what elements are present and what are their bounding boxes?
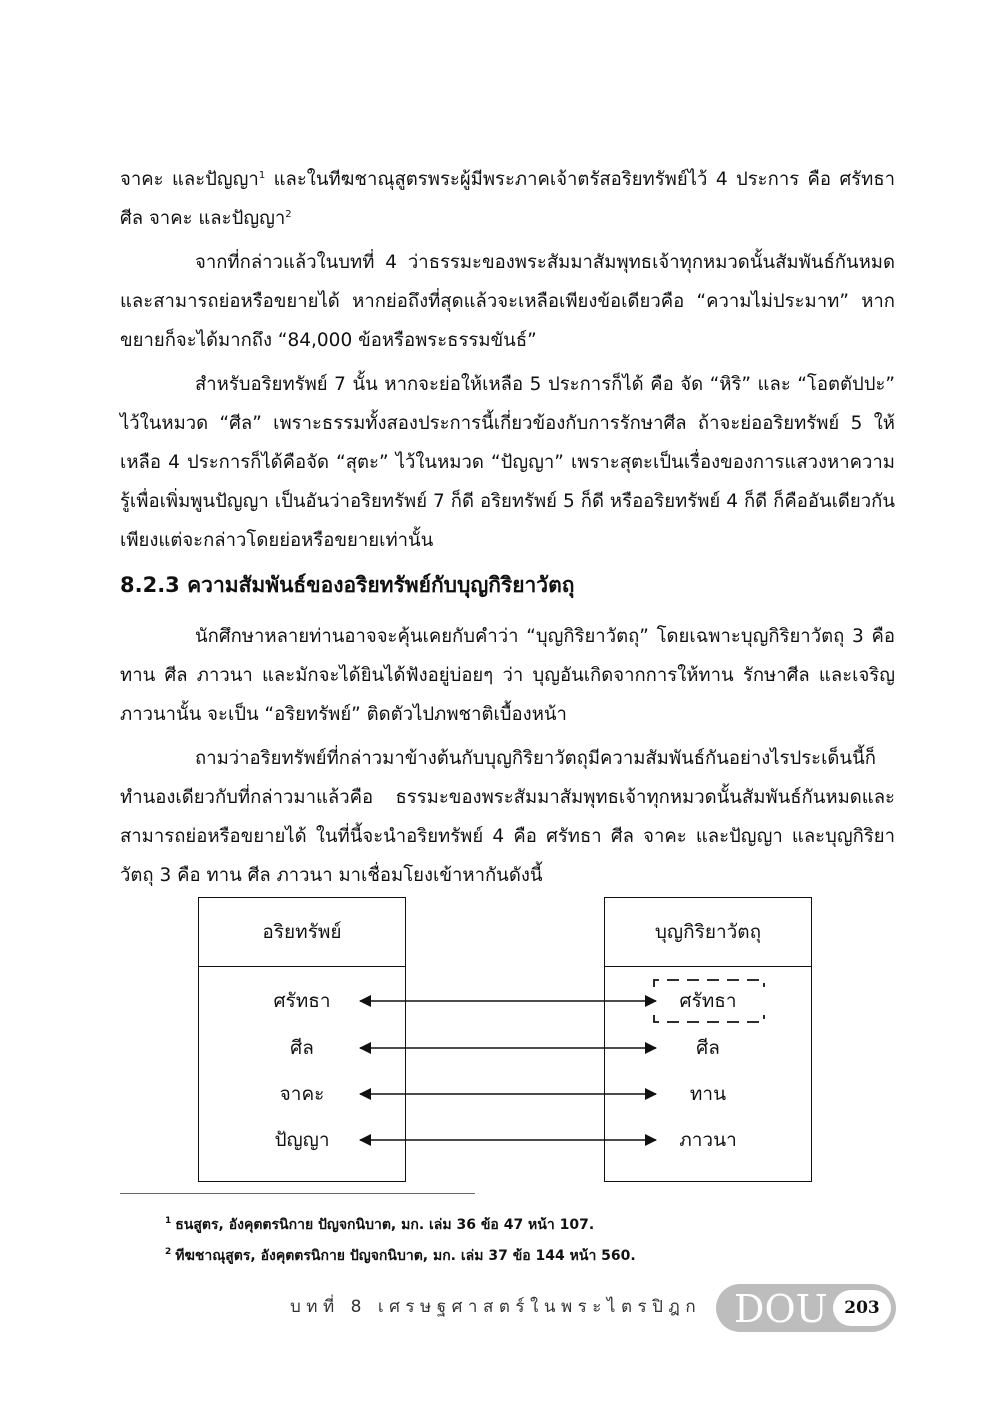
running-title: บทที่ 8 เศรษฐศาสตร์ในพระไตรปิฎก — [290, 1297, 702, 1317]
footnote-1-text: ธนสูตร, อังคุตตรนิกาย ปัญจกนิบาต, มก. เล่ม 36 ข้อ 47 หน้า 107. — [175, 1217, 595, 1233]
footnote-ref-1[interactable]: 1 — [258, 169, 266, 181]
footnote-2-number: 2 — [165, 1247, 172, 1258]
right-item-4: ภาวนา — [679, 1129, 737, 1151]
paragraph-5: ถามว่าอริยทรัพย์ที่กล่าวมาข้างต้นกับบุญกิริยาวัตถุมีความสัมพันธ์กันอย่างไรประเด็นนี้ก็ทำนองเดียวกับที่กล่าวมาแล้วคือ ธรรมะของพระสัมมาสัมพุทธเจ้าทุกหมวดนั้นสัมพันธ์กันหมดและสามารถย่อหรือขยายได้ ในที่นี้จะนำอริยทรัพย์ 4 คือ ศรัทธา ศีล จาคะ และปัญญา และบุญกิริยาวัตถุ 3 คือ ทาน ศีล ภาวนา มาเชื่อมโยงเข้าหากันดังนี้ — [120, 748, 895, 886]
relationship-diagram — [198, 897, 896, 1182]
footnote-1 — [165, 1214, 594, 1236]
right-item-1: ศรัทธา — [679, 990, 737, 1012]
page-number: 203 — [833, 1290, 891, 1326]
dou-logo: DOU — [734, 1287, 828, 1331]
footnote-2 — [165, 1245, 636, 1267]
paragraph-4: นักศึกษาหลายท่านอาจจะคุ้นเคยกับคำว่า “บุญกิริยาวัตถุ” โดยเฉพาะบุญกิริยาวัตถุ 3 คือ ทาน ศีล ภาวนา และมักจะได้ยินได้ฟังอยู่บ่อยๆ ว่า บุญอันเกิดจากการให้ทาน รักษาศีล และเจริญภาวนานั้น จะเป็น “อริยทรัพย์” ติดตัวไปภพชาติเบื้องหน้า — [120, 626, 895, 725]
paragraph-3: สำหรับอริยทรัพย์ 7 นั้น หากจะย่อให้เหลือ 5 ประการก็ได้ คือ จัด “หิริ” และ “โอตตัปปะ” ไว้ในหมวด “ศีล” เพราะธรรมทั้งสองประการนี้เกี่ยวข้องกับการรักษาศีล ถ้าจะย่ออริยทรัพย์ 5 ให้เหลือ 4 ประการก็ได้คือจัด “สุตะ” ไว้ในหมวด “ปัญญา” เพราะสุตะเป็นเรื่องของการแสวงหาความรู้เพื่อเพิ่มพูนปัญญา เป็นอันว่าอริยทรัพย์ 7 ก็ดี อริยทรัพย์ 5 ก็ดี หรืออริยทรัพย์ 4 ก็ดี ก็คืออันเดียวกันเพียงแต่จะกล่าวโดยย่อหรือขยายเท่านั้น — [120, 374, 895, 551]
right-box-title: บุญกิริยาวัตถุ — [605, 898, 811, 967]
footnote-divider — [120, 1193, 475, 1194]
left-item-4: ปัญญา — [274, 1129, 330, 1151]
footnote-ref-2[interactable]: 2 — [285, 208, 292, 220]
footnote-1-number: 1 — [165, 1216, 172, 1227]
left-item-3: จาคะ — [279, 1083, 325, 1105]
right-item-2: ศีล — [696, 1037, 720, 1059]
paragraph-1-text-a: จาคะ และปัญญา — [120, 169, 259, 190]
section-heading: 8.2.3 ความสัมพันธ์ของอริยทรัพย์กับบุญกิริยาวัตถุ — [120, 573, 575, 597]
footnote-2-text: ทีฆชาณุสูตร, อังคุตตรนิกาย ปัญจกนิบาต, มก. เล่ม 37 ข้อ 144 หน้า 560. — [175, 1248, 636, 1264]
paragraph-1-text-b: และในทีฆชาณุสูตรพระผู้มีพระภาคเจ้าตรัสอริยทรัพย์ไว้ 4 ประการ คือ ศรัทธา ศีล จาคะ และปัญญา — [120, 169, 895, 229]
left-item-1: ศรัทธา — [273, 990, 331, 1012]
paragraph-2: จากที่กล่าวแล้วในบทที่ 4 ว่าธรรมะของพระสัมมาสัมพุทธเจ้าทุกหมวดนั้นสัมพันธ์กันหมดและสามารถย่อหรือขยายได้ หากย่อถึงที่สุดแล้วจะเหลือเพียงข้อเดียวคือ “ความไม่ประมาท” หากขยายก็จะได้มากถึง “84,000 ข้อหรือพระธรรมขันธ์” — [120, 252, 895, 351]
paragraph-1 — [120, 160, 895, 238]
left-item-2: ศีล — [290, 1037, 314, 1059]
right-item-3: ทาน — [689, 1083, 727, 1105]
left-box-title: อริยทรัพย์ — [199, 898, 405, 967]
